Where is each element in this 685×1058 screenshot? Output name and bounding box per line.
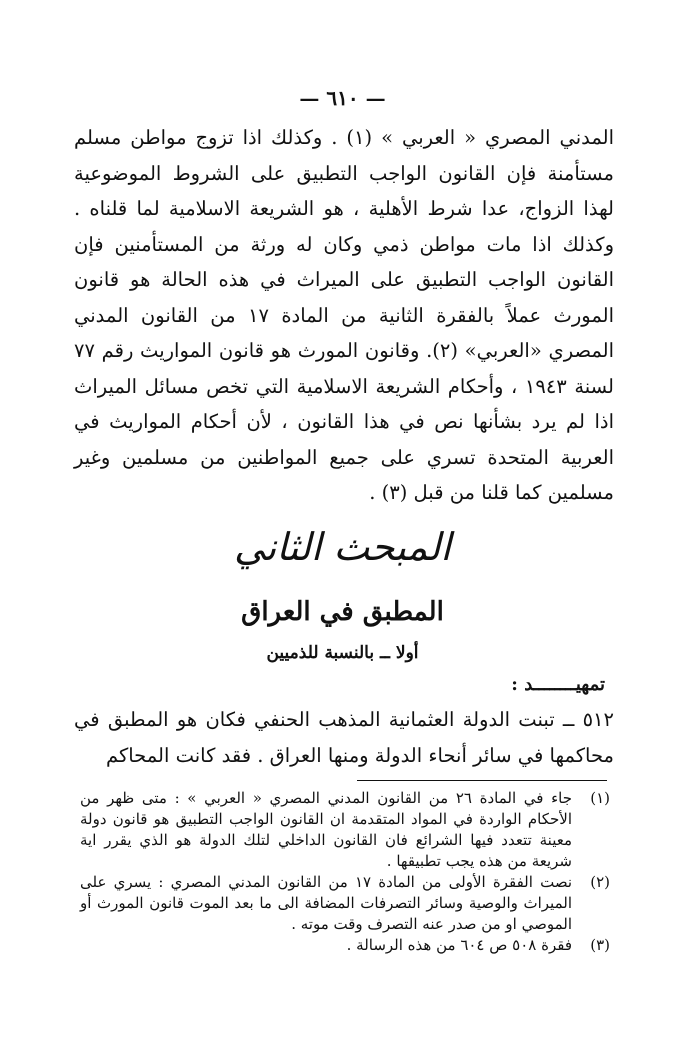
subsection-title: المطبق في العراق [241, 597, 444, 627]
footnote-text: نصت الفقرة الأولى من المادة ١٧ من القانون المدني المصري : يسري على الميراث والوصية وسائر التصرفات المضافة الى ما بعد الموت قانون المورث أو الموصي او من صدر عنه التصرف وقت موته . [80, 873, 572, 933]
body-text [74, 120, 614, 511]
footnote-divider [357, 780, 607, 781]
footnote-number: (١) [590, 789, 610, 807]
footnote-number: (٢) [590, 873, 610, 891]
body-paragraph: المدني المصري « العربي » (١) . وكذلك اذا تزوج مواطن مسلم مستأمنة فإن القانون الواجب التطبيق على الشروط الموضوعية لهذا الزواج، عدا شرط الأهلية ، هو الشريعة الاسلامية لما قلناه . وكذلك اذا مات مواطن ذمي وكان له ورثة من المستأمنين فإن القانون الواجب التطبيق على الميراث في هذه الحالة هو قانون المورث عملاً بالفقرة الثانية من المادة ١٧ من القانون المدني المصري «العربي» (٢). وقانون المورث هو قانون المواريث رقم ٧٧ لسنة ١٩٤٣ ، وأحكام الشريعة الاسلامية التي تخص مسائل الميراث اذا لم يرد بشأنها نص في هذا القانون ، لأن أحكام المواريث في العربية المتحدة تسري على جميع المواطنين من مسلمين وغير مسلمين كما قلنا من قبل (٣) . [74, 126, 615, 504]
footnote-number: (٣) [590, 936, 610, 954]
section-title: المبحث الثاني [234, 525, 451, 569]
intro-heading: تمهيــــــــد : [511, 674, 605, 695]
footnotes [80, 788, 610, 956]
footnote-3 [80, 935, 610, 956]
footnote-1 [80, 788, 610, 872]
sub-subtitle: أولا ــ بالنسبة للذميين [266, 643, 419, 663]
page-number: — ٦١٠ — [299, 86, 386, 110]
paragraph-512-text: ٥١٢ ــ تبنت الدولة العثمانية المذهب الحنفي فكان هو المطبق في محاكمها في سائر أنحاء الدولة ومنها العراق . فقد كانت المحاكم [74, 708, 614, 767]
footnote-text: جاء في المادة ٢٦ من القانون المدني المصري « العربي » : متى ظهر من الأحكام الواردة في المواد المتقدمة ان القانون الواجب التطبيق هو قانون دولة معينة تتعدد فيها الشرائع فان القانون الداخلي لتلك الدولة هو الذي يقرر اية شريعة من هذه يجب تطبيقها . [80, 789, 572, 870]
footnote-text: فقرة ٥٠٨ ص ٦٠٤ من هذه الرسالة . [346, 936, 572, 954]
paragraph-512 [74, 702, 614, 774]
footnote-2 [80, 872, 610, 935]
